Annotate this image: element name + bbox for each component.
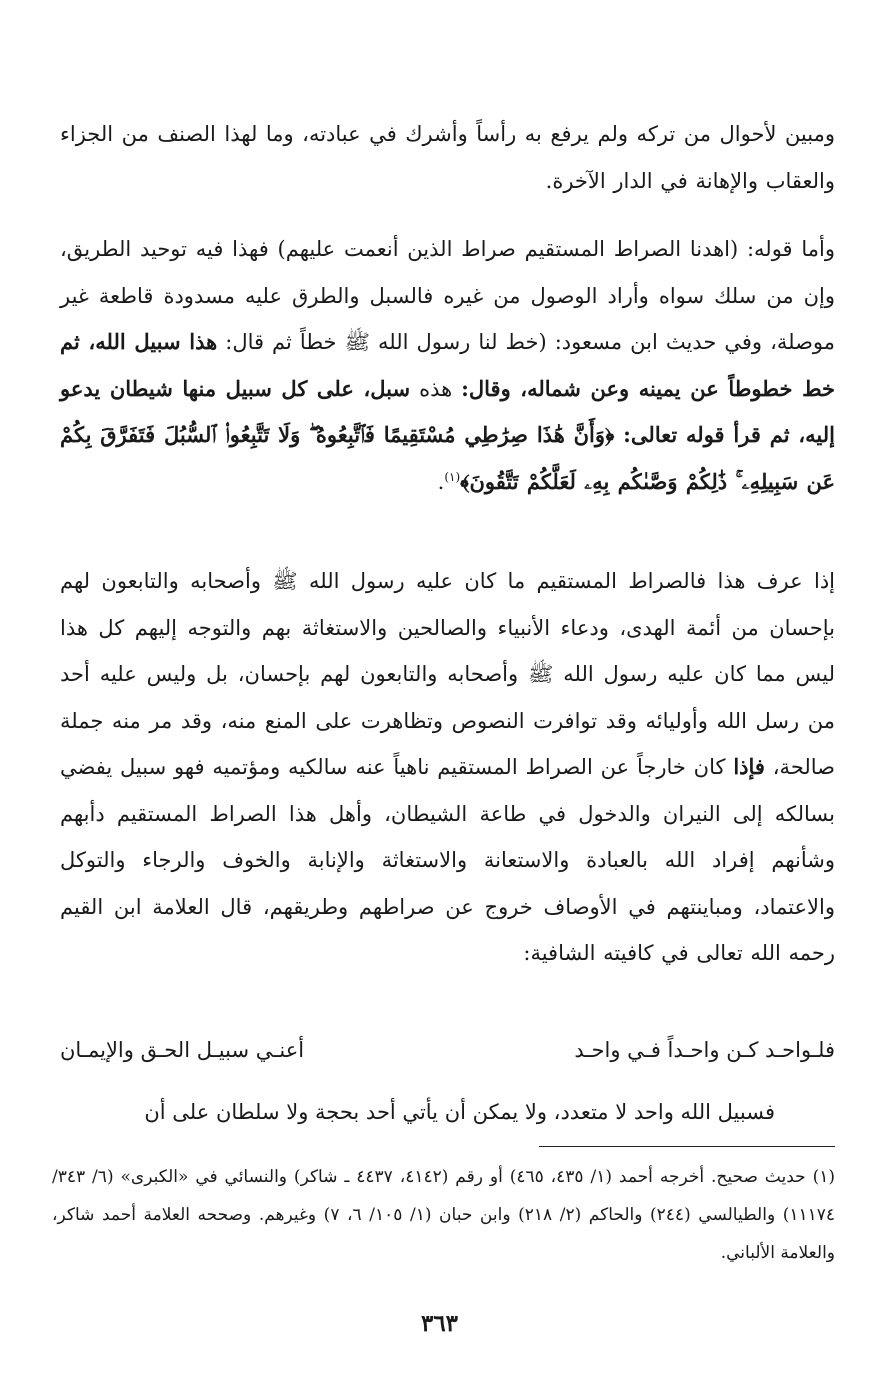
paragraph-2-text-2: هذه (410, 376, 462, 401)
hadith-bold-2: سبل، على كل سبيل منها شيطان يدعو إليه، ثم قرأ قوله تعالى: (60, 375, 835, 447)
footnote-separator (539, 1146, 835, 1147)
paragraph-3 (60, 558, 835, 977)
paragraph-2 (60, 226, 835, 505)
poem-verse (60, 1030, 835, 1070)
quran-verse: ﴿وَأَنَّ هَٰذَا صِرَٰطِي مُسْتَقِيمًا فَٱتَّبِعُوهُ ۖ وَلَا تَتَّبِعُوا۟ ٱلسُّبُلَ فَتَفَرَّقَ بِكُمْ عَن سَبِيلِهِۦ ۚ ذَٰلِكُمْ وَصَّىٰكُم بِهِۦ لَعَلَّكُمْ تَتَّقُونَ﴾ (60, 422, 835, 494)
paragraph-3-text-2: كان خارجاً عن الصراط المستقيم ناهياً عنه سالكيه ومؤتميه فهو سبيل يفضي بسالكه إلى النيران والدخول في طاعة الشيطان، وأهل هذا الصراط المستقيم دأبهم وشأنهم إفراد الله بالعبادة والاستعانة والاستغاثة والإنابة والخوف والرجاء والتوكل والاعتماد، ومباينتهم في الأوصاف خروج عن صراطهم وطريقهم، قال العلامة ابن القيم رحمه الله تعالى في كافيته الشافية: (60, 755, 835, 965)
poem-first-hemistich: فلـواحـد كـن واحـداً فـي واحـد (574, 1038, 835, 1062)
paragraph-4: فسبيل الله واحد لا متعدد، ولا يمكن أن يأتي أحد بحجة ولا سلطان على أن (144, 1100, 775, 1124)
paragraph-3-bold: فإذا (733, 754, 765, 779)
paragraph-2-ending: . (437, 469, 445, 494)
paragraph-3-text-1: إذا عرف هذا فالصراط المستقيم ما كان عليه رسول الله ﷺ وأصحابه والتابعون لهم بإحسان من أئمة الهدى، ودعاء الأنبياء والصالحين والاستغاثة بهم والتوجه إليهم كل هذا ليس مما كان عليه رسول الله ﷺ وأصحابه والتابعون لهم بإحسان، بل وليس عليه أحد من رسل الله وأوليائه وقد توافرت النصوص وتظاهرت على المنع منه، وقد مر منه جملة صالحة، (60, 569, 835, 779)
poem-second-hemistich: أعنـي سبيـل الحـق والإيمـان (60, 1038, 305, 1062)
footnote: (١) حديث صحيح. أخرجه أحمد (١/ ٤٣٥، ٤٦٥) أو رقم (٤١٤٢، ٤٤٣٧ ـ شاكر) والنسائي في «الكبرى» (٦/ ٣٤٣/ ١١١٧٤) والطيالسي (٢٤٤) والحاكم (٢/ ٢١٨) وابن حبان (١/ ١٠٥/ ٦، ٧) وغيرهم. وصححه العلامة أحمد شاكر، والعلامة الألباني. (52, 1167, 836, 1263)
hadith-bold-1: هذا سبيل الله، ثم خط خطوطاً عن يمينه وعن شماله، وقال: (60, 329, 835, 401)
paragraph-2-text-1: وأما قوله: (اهدنا الصراط المستقيم صراط الذين أنعمت عليهم) فهذا فيه توحيد الطريق، وإن من سلك سواه وأراد الوصول من غيره فالسبل والطرق عليه مسدودة قاطعة غير موصلة، وفي حديث ابن مسعود: (خط لنا رسول الله ﷺ خطاً ثم قال: (60, 237, 836, 354)
page-number: ٣٦٣ (420, 1310, 459, 1337)
footnote-reference: (١) (444, 469, 461, 484)
paragraph-1: ومبين لأحوال من تركه ولم يرفع به رأساً وأشرك في عبادته، وما لهذا الصنف من الجزاء والعقاب والإهانة في الدار الآخرة. (60, 122, 835, 193)
